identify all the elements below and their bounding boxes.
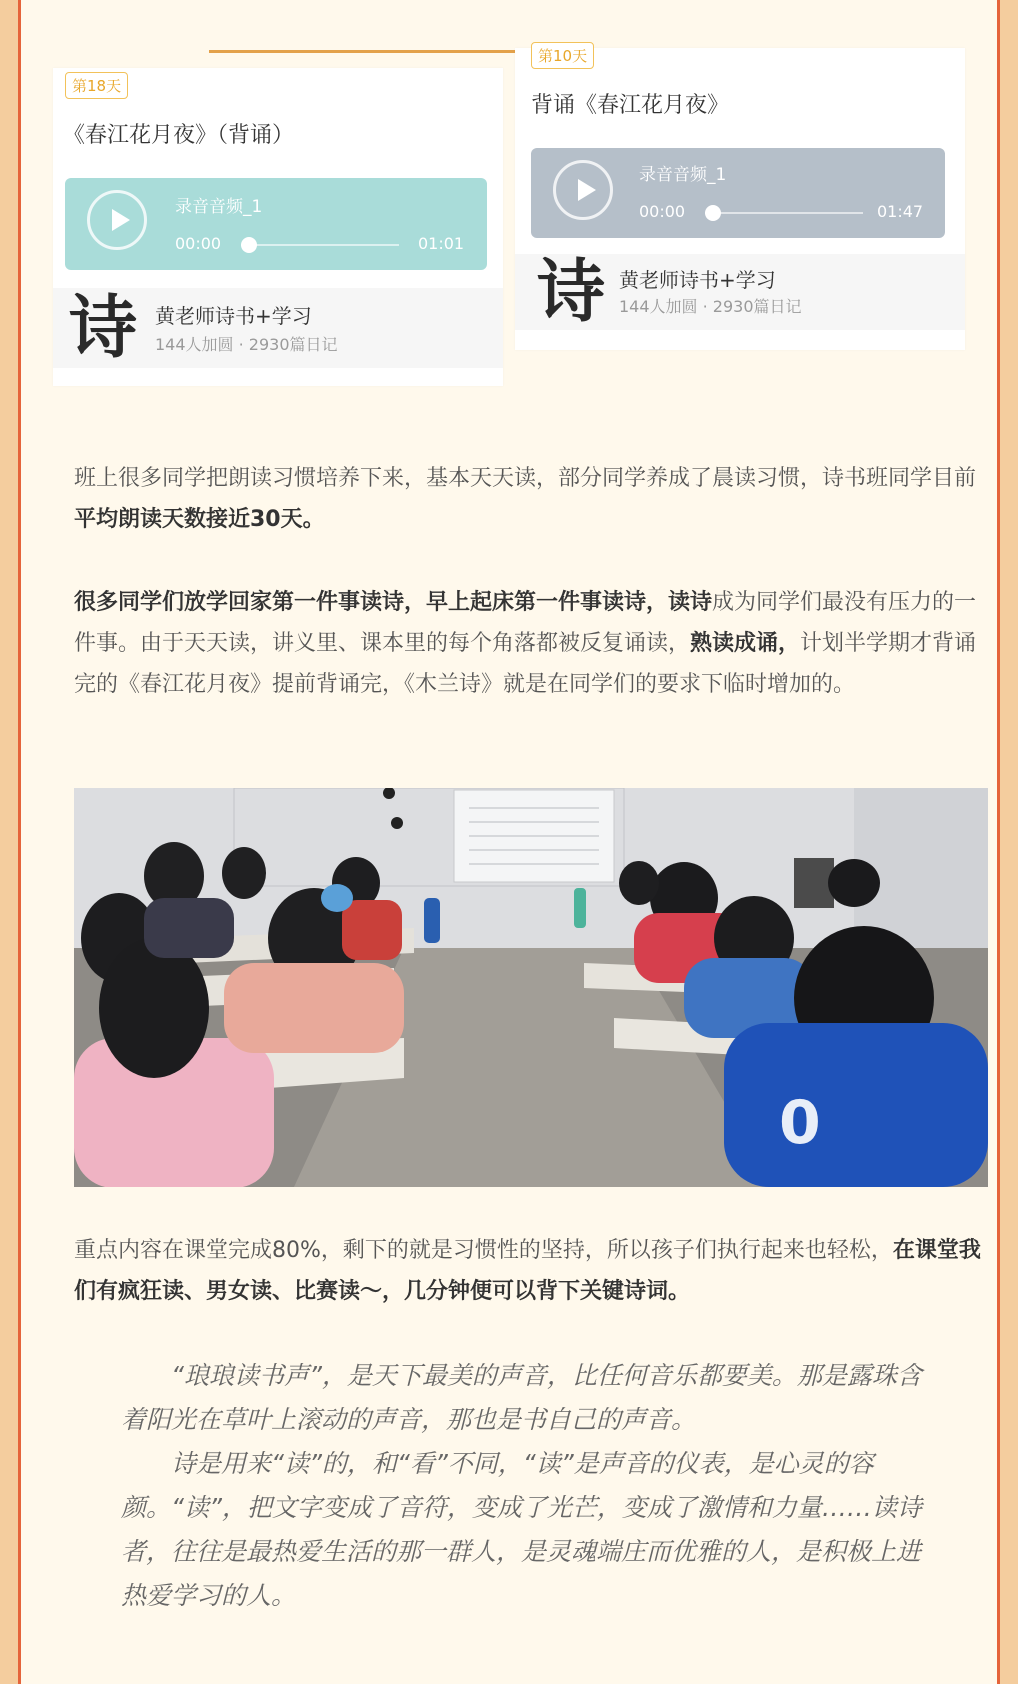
audio-duration: 01:01	[418, 234, 465, 253]
classroom-photo	[74, 788, 988, 1187]
play-button[interactable]	[553, 160, 613, 220]
recording-card-1[interactable]	[53, 68, 503, 386]
decorative-rule	[209, 50, 524, 53]
paragraph-text: 计划半学期才背诵完的《春江花月夜》提前背诵完，《木兰诗》就是在同学们的要求下临时增加的。	[74, 631, 977, 697]
quote-paragraph: 诗是用来“读”的，和“看”不同，“读”是声音的仪表，是心灵的容颜。“读”，把文字变成了音符，变成了光芒，变成了激情和力量……读诗者，往往是最热爱生活的那一群人，是灵魂端庄而优雅的人，是积极上进热爱学习的人。	[121, 1449, 922, 1610]
article-body	[21, 0, 997, 1684]
poetry-quote	[121, 1354, 941, 1618]
quote-paragraph: “琅琅读书声”，是天下最美的声音，比任何音乐都要美。那是露珠含着阳光在草叶上滚动的声音，那也是书自己的声音。	[121, 1361, 922, 1434]
audio-current-time: 00:00	[175, 234, 222, 253]
audio-player[interactable]	[65, 178, 487, 270]
audio-title: 录音音频_1	[639, 165, 727, 185]
journal-meta: 144人加圆 · 2930篇日记	[619, 297, 802, 316]
play-icon	[578, 179, 596, 201]
day-badge: 第18天	[65, 72, 128, 99]
paragraph-classroom	[74, 1230, 986, 1312]
play-icon	[112, 209, 130, 231]
paragraph-text: 班上很多同学把朗读习惯培养下来，基本天天读，部分同学养成了晨读习惯，诗书班同学目前	[74, 466, 977, 491]
journal-logo: 诗	[537, 252, 606, 332]
play-button[interactable]	[87, 190, 147, 250]
audio-player[interactable]	[531, 148, 945, 238]
paragraph-emphasis: 很多同学们放学回家第一件事读诗，早上起床第一件事读诗，读诗	[74, 590, 713, 615]
journal-name: 黄老师诗书+学习	[155, 304, 312, 328]
right-accent-line	[997, 0, 1000, 1684]
journal-logo: 诗	[69, 288, 138, 368]
audio-progress-track[interactable]	[705, 212, 863, 214]
paragraph-reading-habit	[74, 458, 986, 540]
paragraph-emphasis: 在课堂我们有疯狂读、男女读、比赛读～，几分钟便可以背下关键诗词。	[74, 1238, 981, 1304]
recording-card-2[interactable]	[515, 48, 965, 350]
card-title: 《春江花月夜》（背诵）	[63, 123, 295, 148]
classroom-illustration	[74, 788, 988, 1187]
svg-text:0: 0	[779, 1088, 821, 1158]
paragraph-text: 重点内容在课堂完成80%，剩下的就是习惯性的坚持，所以孩子们执行起来也轻松，	[74, 1238, 893, 1263]
journal-link[interactable]	[53, 288, 503, 368]
card-title: 背诵《春江花月夜》	[531, 93, 730, 118]
audio-progress-handle[interactable]	[705, 205, 721, 221]
day-badge: 第10天	[531, 42, 594, 69]
paragraph-daily-reading	[74, 582, 986, 705]
journal-meta: 144人加圆 · 2930篇日记	[155, 335, 338, 354]
paragraph-text: 成为同学们最没有压力的一件事。由于天天读，讲义里、课本里的每个角落都被反复诵读，	[74, 590, 977, 656]
audio-duration: 01:47	[877, 202, 924, 221]
audio-progress-track[interactable]	[241, 244, 399, 246]
audio-progress-handle[interactable]	[241, 237, 257, 253]
journal-link[interactable]	[515, 254, 965, 330]
journal-name: 黄老师诗书+学习	[619, 268, 776, 292]
paragraph-emphasis: 平均朗读天数接近30天。	[74, 507, 325, 532]
paragraph-emphasis: 熟读成诵，	[690, 631, 801, 656]
audio-current-time: 00:00	[639, 202, 686, 221]
audio-title: 录音音频_1	[175, 197, 263, 217]
